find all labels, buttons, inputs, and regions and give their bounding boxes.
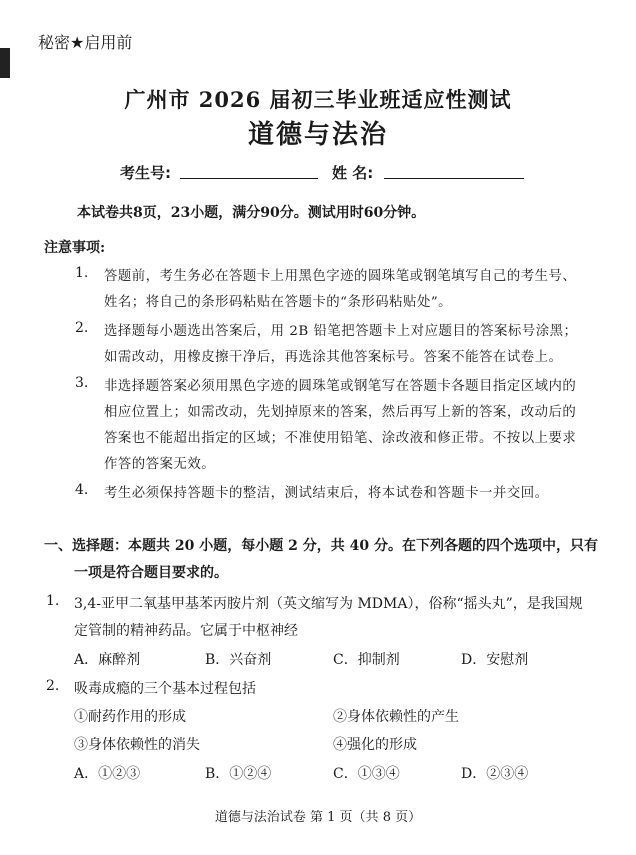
note-number: 3. bbox=[75, 375, 89, 391]
note-line: 非选择题答案必须用黑色字迹的圆珠笔或钢笔写在答题卡各题目指定区域内的 bbox=[104, 379, 577, 394]
exam-summary: 本试卷共8页，23小题，满分90分。测试用时60分钟。 bbox=[77, 205, 426, 221]
candidate-no-label: 考生号: bbox=[120, 164, 171, 182]
note-line: 选择题每小题选出答案后，用 2B 铅笔把答题卡上对应题目的答案标号涂黑； bbox=[104, 324, 578, 339]
option-b: B．兴奋剂 bbox=[205, 652, 272, 668]
subject-title: 道德与法治 bbox=[247, 120, 388, 150]
option-d: D．安慰剂 bbox=[461, 652, 529, 668]
note-line: 如需改动，用橡皮擦干净后，再选涂其他答案标号。答案不能答在试卷上。 bbox=[104, 350, 563, 365]
edge-marker bbox=[0, 48, 10, 78]
note-line: 相应位置上；如需改动，先划掉原来的答案，然后再写上新的答案，改动后的 bbox=[104, 405, 577, 420]
note-number: 4. bbox=[75, 482, 89, 498]
statement-1: ①耐药作用的形成 bbox=[74, 709, 186, 725]
name-field[interactable] bbox=[384, 178, 524, 179]
page-footer: 道德与法治试卷 第 1 页（共 8 页） bbox=[214, 810, 422, 825]
question-text: 3,4-亚甲二氧基甲基苯丙胺片剂（英文缩写为 MDMA），俗称“摇头丸”，是我国规 bbox=[74, 596, 583, 612]
candidate-no-field[interactable] bbox=[180, 178, 318, 179]
note-line: 答案也不能超出指定的区域；不准使用铅笔、涂改液和修正带。不按以上要求 bbox=[104, 431, 577, 446]
exam-title: 广州市 2026 届初三毕业班适应性测试 bbox=[124, 87, 512, 112]
notes-title: 注意事项: bbox=[44, 240, 106, 256]
option-b: B．①②④ bbox=[205, 766, 272, 782]
statement-4: ④强化的形成 bbox=[333, 737, 417, 753]
option-a: A．麻醉剂 bbox=[74, 652, 141, 668]
option-d: D．②③④ bbox=[461, 766, 529, 782]
question-text: 定管制的精神药品。它属于中枢神经 bbox=[74, 623, 298, 639]
section-heading-cont: 一项是符合题目要求的。 bbox=[74, 565, 228, 581]
question-number: 1. bbox=[46, 593, 60, 609]
option-a: A．①②③ bbox=[74, 766, 141, 782]
note-line: 答题前，考生务必在答题卡上用黑色字迹的圆珠笔或钢笔填写自己的考生号、 bbox=[104, 269, 577, 284]
secret-label: 秘密★启用前 bbox=[38, 33, 133, 52]
note-line: 姓名；将自己的条形码粘贴在答题卡的“条形码粘贴处”。 bbox=[104, 295, 453, 310]
statement-2: ②身体依赖性的产生 bbox=[333, 709, 459, 725]
question-text: 吸毒成瘾的三个基本过程包括 bbox=[74, 681, 256, 697]
note-number: 2. bbox=[75, 320, 89, 336]
section-heading: 一、选择题：本题共 20 小题，每小题 2 分，共 40 分。在下列各题的四个选项中，只有 bbox=[44, 538, 598, 554]
statement-3: ③身体依赖性的消失 bbox=[74, 737, 200, 753]
note-line: 作答的答案无效。 bbox=[104, 457, 216, 472]
note-line: 考生必须保持答题卡的整洁，测试结束后，将本试卷和答题卡一并交回。 bbox=[104, 486, 549, 501]
option-c: C．抑制剂 bbox=[333, 652, 400, 668]
question-number: 2. bbox=[46, 678, 60, 694]
option-c: C．①③④ bbox=[333, 766, 400, 782]
name-label: 姓 名: bbox=[332, 164, 374, 182]
note-number: 1. bbox=[75, 265, 89, 281]
